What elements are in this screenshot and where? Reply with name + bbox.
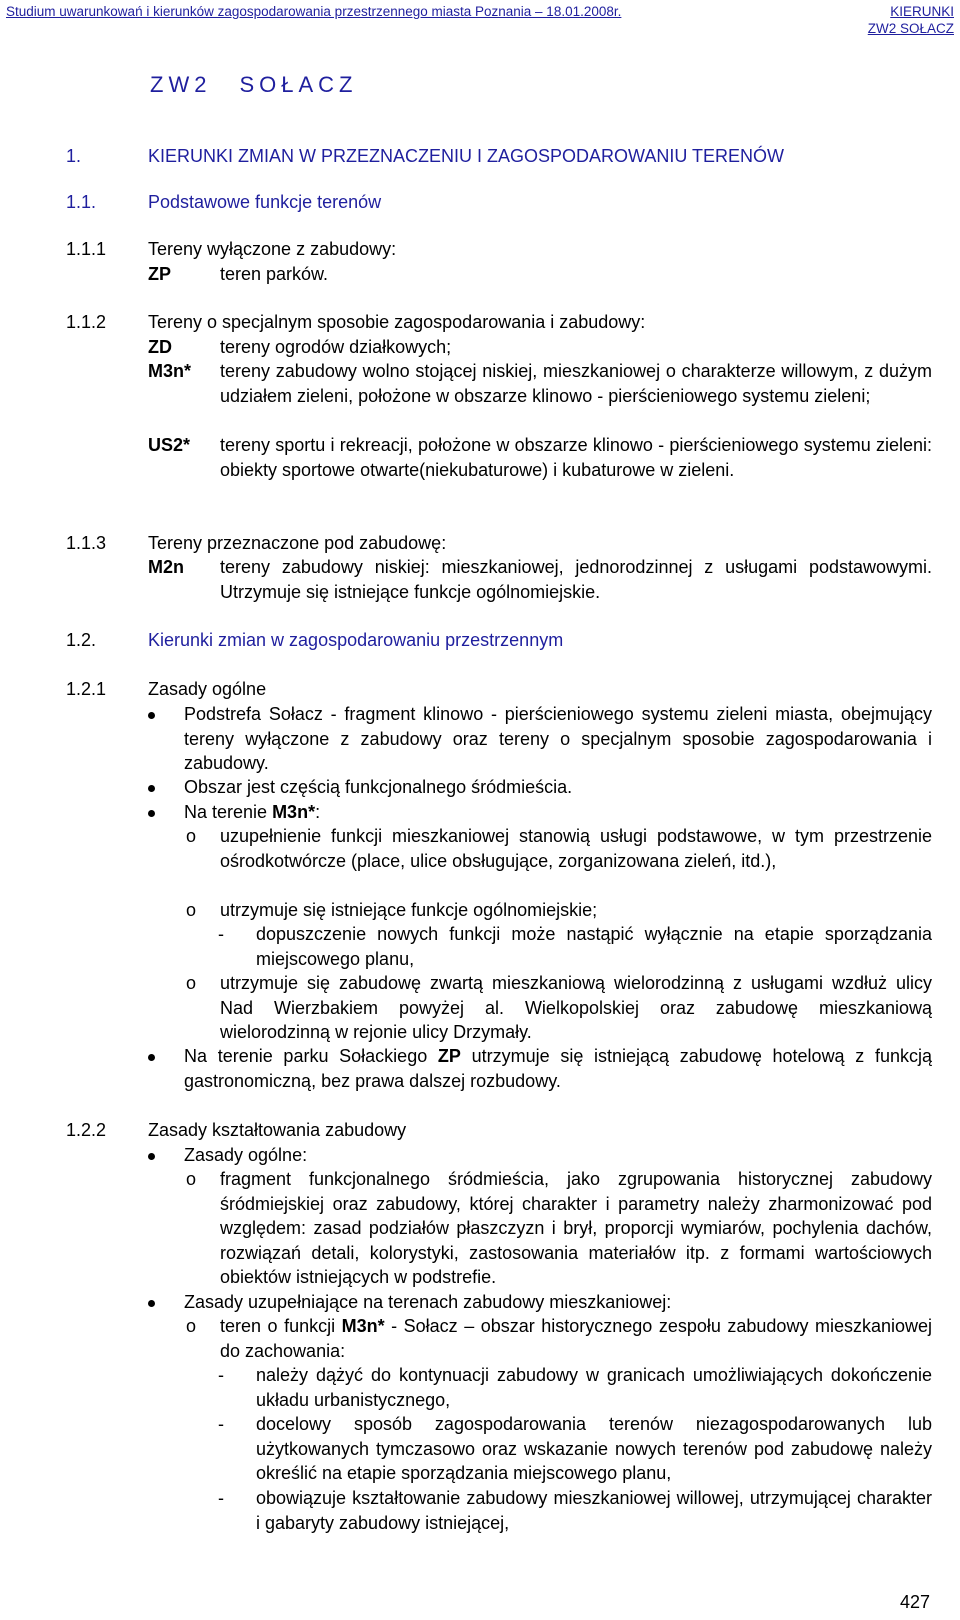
title-zone-name: SOŁACZ [239,72,358,97]
list-item: Podstrefa Sołacz - fragment klinowo - pierścieniowego systemu zieleni miasta, obejmujący tereny wyłączone z zabudowy oraz tereny o specjalnym sposobie zagospodarowania i zabudowy. [184,704,932,773]
sub-sub-list-item: należy dążyć do kontynuacji zabudowy w granicach umożliwiających dokończenie układu urbanistycznego, [256,1365,932,1410]
section-heading: Tereny wyłączone z zabudowy: [148,239,397,259]
zone-description: teren parków. [220,264,329,284]
bullet-icon [148,712,155,719]
section-number: 1.2.1 [66,679,107,699]
header-zone-link[interactable]: ZW2 SOŁACZ [867,21,954,36]
list-item-text: - Sołacz – obszar historycznego zespołu zabudowy mieszkaniowej do zachowania: [220,1316,933,1361]
section-number: 1. [66,146,82,166]
page-number: 427 [899,1592,930,1612]
section-heading: KIERUNKI ZMIAN W PRZEZNACZENIU I ZAGOSPODAROWANIU TERENÓW [148,146,785,166]
list-item [184,800,320,825]
zone-code: M3n* [148,361,192,381]
bullet-icon [148,810,155,817]
list-item: Obszar jest częścią funkcjonalnego śródmieścia. [184,777,573,797]
circle-marker: o [186,1316,197,1336]
zone-code: US2* [148,435,191,455]
circle-marker: o [186,973,197,993]
zone-code: ZP [437,1046,461,1066]
zone-code: M2n [148,557,184,577]
sub-sub-list-item: dopuszczenie nowych funkcji może nastąpić wyłącznie na etapie sporządzania miejscowego planu, [256,924,932,969]
section-number: 1.1.2 [66,312,107,332]
sub-list-item: utrzymuje się zabudowę zwartą mieszkaniową wielorodzinną z usługami wzdłuż ulicy Nad Wierzbakiem powyżej al. Wielkopolskiej oraz zabudowę mieszkaniową wielorodzinną w rejonie ulicy Drzymały. [220,973,932,1042]
list-item: Zasady ogólne: [184,1145,308,1165]
section-number: 1.1. [66,192,97,212]
zone-code: M3n* [272,802,316,822]
list-item-text: teren o funkcji [220,1316,342,1336]
page-header [6,2,954,38]
section-heading: Zasady ogólne [148,679,267,699]
zone-description: tereny ogrodów działkowych; [220,337,452,357]
sub-list-item: fragment funkcjonalnego śródmieścia, jako zgrupowania historycznej zabudowy śródmiejskiej oraz zabudowy, której charakter i parametry należy zharmonizować pod względem: zasad podziałów płaszczyzn i brył, proporcji wymiarów, pochylenia dachów, rozwiązań detali, kolorystyki, zastosowania materiałów itp. z formami wartościowych obiektów istniejących w podstrefie. [220,1169,932,1287]
circle-marker: o [186,1169,197,1189]
zone-description: tereny zabudowy niskiej: mieszkaniowej, jednorodzinnej z usługami podstawowymi. Utrzymuje się istniejące funkcje ogólnomiejskie. [220,557,932,602]
title-zone-code: ZW2 [150,72,212,97]
sub-sub-list-item: docelowy sposób zagospodarowania terenów niezagospodarowanych lub użytkowanych tymczasowo oraz wskazanie nowych terenów pod zabudowę należy określić na etapie sporządzania miejscowego planu, [256,1414,932,1483]
list-item-text: Na terenie parku Sołackiego [184,1046,438,1066]
sub-sub-list-item: obowiązuje kształtowanie zabudowy mieszkaniowej willowej, utrzymującej charakter i gabaryty zabudowy istniejącej, [256,1488,932,1533]
circle-marker: o [186,900,197,920]
dash-marker: - [218,924,224,944]
document-title [150,72,385,98]
zone-description: tereny zabudowy wolno stojącej niskiej, mieszkaniowej o charakterze willowym, z dużym udziałem zieleni, położone w obszarze klinowo - pierścieniowego systemu zieleni; [220,361,932,406]
section-heading: Kierunki zmian w zagospodarowaniu przestrzennym [148,630,564,650]
dash-marker: - [218,1414,224,1434]
section-heading: Tereny o specjalnym sposobie zagospodarowania i zabudowy: [148,312,646,332]
sub-list-item: utrzymuje się istniejące funkcje ogólnomiejskie; [220,900,598,920]
bullet-icon [148,1300,155,1307]
bullet-icon [148,785,155,792]
section-heading: Podstawowe funkcje terenów [148,192,382,212]
section-heading: Zasady kształtowania zabudowy [148,1120,407,1140]
section-number: 1.2. [66,630,97,650]
list-item-text: : [315,802,321,822]
section-heading: Tereny przeznaczone pod zabudowę: [148,533,447,553]
bullet-icon [148,1054,155,1061]
section-number: 1.2.2 [66,1120,107,1140]
circle-marker: o [186,826,197,846]
dash-marker: - [218,1488,224,1508]
list-item: Zasady uzupełniające na terenach zabudowy mieszkaniowej: [184,1292,672,1312]
zone-code: ZD [148,337,172,357]
dash-marker: - [218,1365,224,1385]
list-item-text: Na terenie [184,802,273,822]
sub-list-item: uzupełnienie funkcji mieszkaniowej stanowią usługi podstawowe, w tym przestrzenie ośrodkotwórcze (place, ulice obsługujące, zorganizowana zieleń, itd.), [220,826,932,871]
zone-code: ZP [148,264,172,284]
header-kierunki-link[interactable]: KIERUNKI [890,4,954,19]
header-title-link[interactable]: Studium uwarunkowań i kierunków zagospodarowania przestrzennego miasta Poznania – 18.01.2008r. [6,4,622,19]
zone-description: tereny sportu i rekreacji, położone w obszarze klinowo - pierścieniowego systemu zieleni: obiekty sportowe otwarte(niekubaturowe) i kubaturowe w zieleni. [220,435,932,480]
bullet-icon [148,1153,155,1160]
sub-list-item [220,1314,932,1363]
section-number: 1.1.3 [66,533,107,553]
list-item-text: utrzymuje się istniejącą zabudowę hotelową z funkcją gastronomiczną, bez prawa dalszej rozbudowy. [184,1046,932,1091]
zone-code: M3n* [341,1316,385,1336]
section-number: 1.1.1 [66,239,107,259]
list-item [184,1044,932,1093]
